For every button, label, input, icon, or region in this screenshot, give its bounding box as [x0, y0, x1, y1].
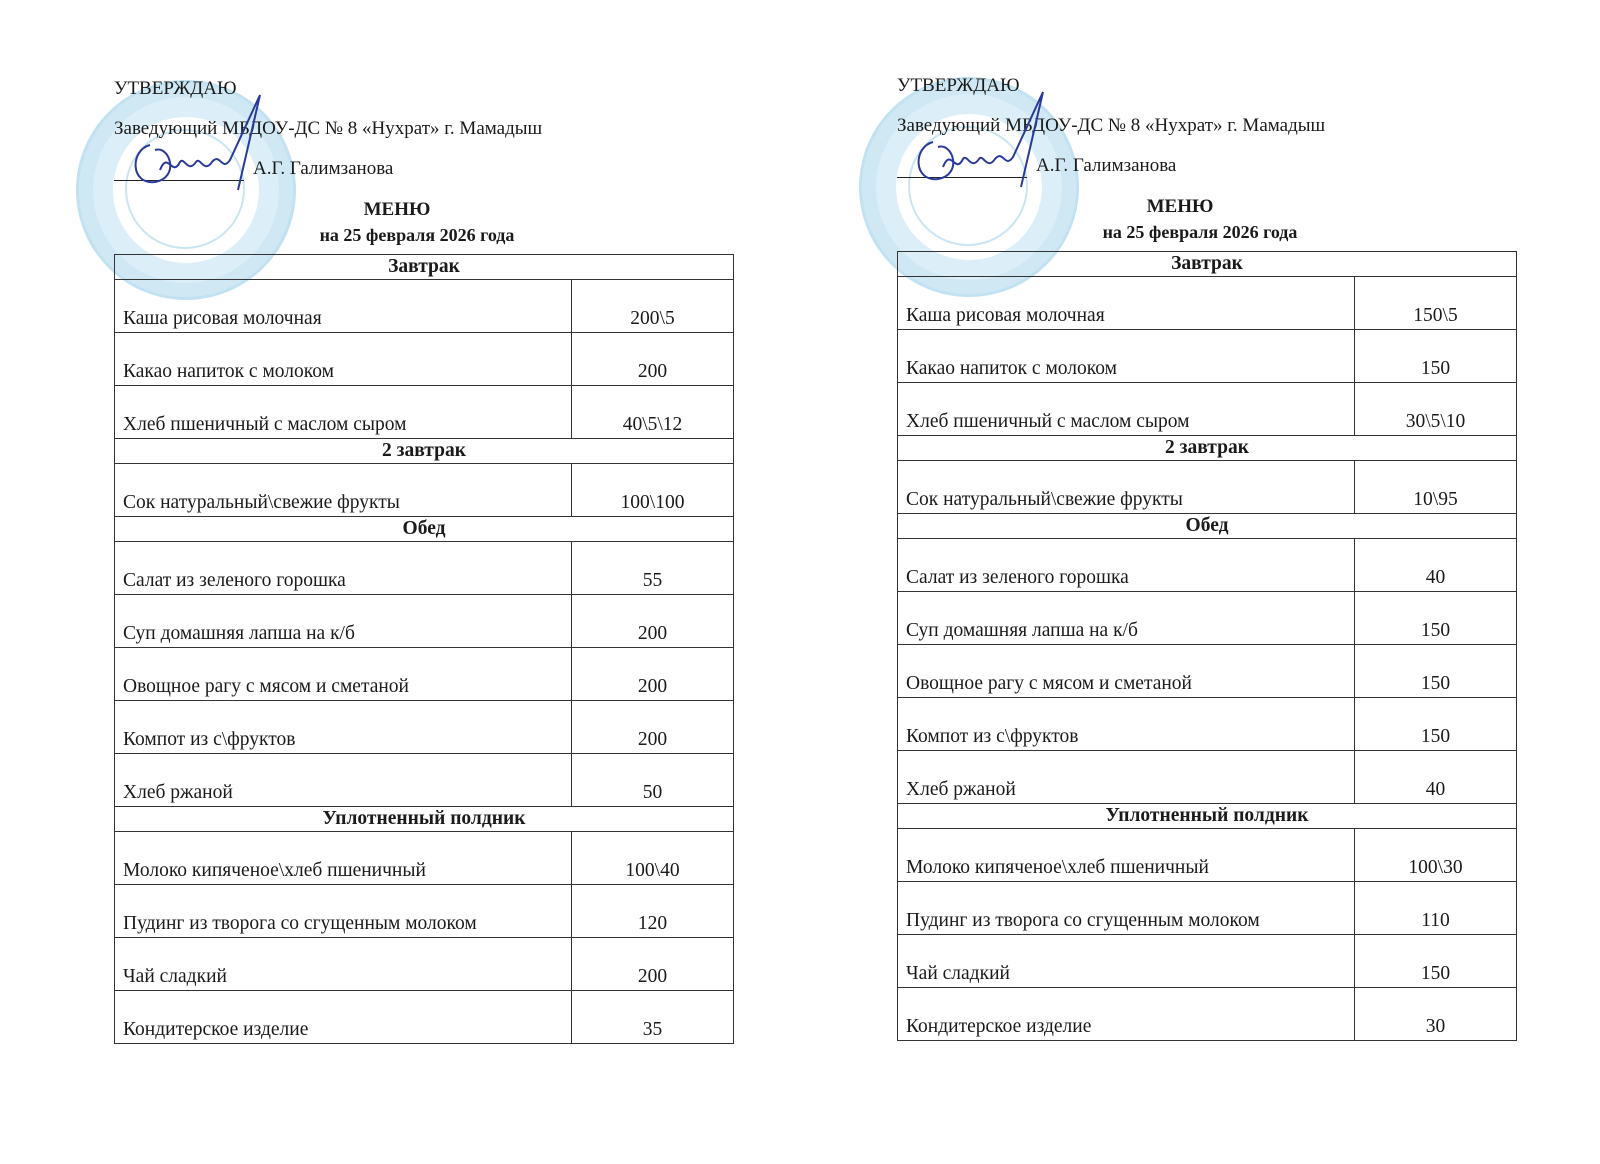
portion-weight: 40 [1355, 539, 1517, 592]
table-row [898, 592, 1517, 645]
portion-weight: 200 [572, 648, 734, 701]
dish-name: Молоко кипяченое\хлеб пшеничный [115, 832, 572, 885]
table-row [898, 698, 1517, 751]
dish-name: Кондитерское изделие [115, 991, 572, 1044]
portion-weight: 55 [572, 542, 734, 595]
table-row [115, 648, 734, 701]
dish-name: Хлеб пшеничный с маслом сыром [115, 386, 572, 439]
table-row [898, 882, 1517, 935]
dish-name: Суп домашняя лапша на к/б [898, 592, 1355, 645]
portion-weight: 110 [1355, 882, 1517, 935]
table-row [115, 595, 734, 648]
portion-weight: 200 [572, 701, 734, 754]
menu-table [114, 254, 734, 1044]
portion-weight: 40\5\12 [572, 386, 734, 439]
table-row [115, 832, 734, 885]
approve-label: УТВЕРЖДАЮ [897, 75, 1020, 96]
table-row [115, 542, 734, 595]
meal-name: Завтрак [115, 255, 734, 280]
signer-name: А.Г. Галимзанова [253, 158, 394, 179]
table-row [115, 885, 734, 938]
dish-name: Компот из с\фруктов [115, 701, 572, 754]
dish-name: Компот из с\фруктов [898, 698, 1355, 751]
dish-name: Какао напиток с молоком [898, 330, 1355, 383]
signature-image [110, 90, 270, 200]
table-row [898, 935, 1517, 988]
dish-name: Каша рисовая молочная [115, 280, 572, 333]
portion-weight: 100\100 [572, 464, 734, 517]
meal-section-header [898, 436, 1517, 461]
signer-name: А.Г. Галимзанова [1036, 155, 1177, 176]
meal-name: 2 завтрак [115, 439, 734, 464]
table-row [115, 754, 734, 807]
table-row [115, 280, 734, 333]
position-label: Заведующий МБДОУ-ДС № 8 «Нухрат» г. Мамадыш [114, 118, 543, 139]
meal-name: Обед [115, 517, 734, 542]
meal-name: Уплотненный полдник [115, 807, 734, 832]
table-row [115, 333, 734, 386]
table-row [898, 988, 1517, 1041]
table-row [898, 277, 1517, 330]
table-row [898, 330, 1517, 383]
dish-name: Овощное рагу с мясом и сметаной [115, 648, 572, 701]
portion-weight: 35 [572, 991, 734, 1044]
dish-name: Какао напиток с молоком [115, 333, 572, 386]
approve-label: УТВЕРЖДАЮ [114, 78, 237, 99]
meal-section-header [115, 807, 734, 832]
portion-weight: 200 [572, 938, 734, 991]
table-row [115, 991, 734, 1044]
table-row [898, 751, 1517, 804]
portion-weight: 10\95 [1355, 461, 1517, 514]
portion-weight: 200 [572, 595, 734, 648]
menu-table [897, 251, 1517, 1041]
portion-weight: 50 [572, 754, 734, 807]
portion-weight: 150 [1355, 592, 1517, 645]
dish-name: Чай сладкий [898, 935, 1355, 988]
menu-page-right [783, 0, 1583, 1161]
position-label: Заведующий МБДОУ-ДС № 8 «Нухрат» г. Мамадыш [897, 115, 1326, 136]
meal-name: Завтрак [898, 252, 1517, 277]
portion-weight: 150 [1355, 645, 1517, 698]
meal-name: 2 завтрак [898, 436, 1517, 461]
portion-weight: 200\5 [572, 280, 734, 333]
table-row [898, 829, 1517, 882]
portion-weight: 150\5 [1355, 277, 1517, 330]
portion-weight: 100\40 [572, 832, 734, 885]
portion-weight: 30\5\10 [1355, 383, 1517, 436]
portion-weight: 150 [1355, 935, 1517, 988]
table-row [115, 386, 734, 439]
table-row [898, 461, 1517, 514]
portion-weight: 120 [572, 885, 734, 938]
dish-name: Хлеб ржаной [115, 754, 572, 807]
dish-name: Сок натуральный\свежие фрукты [115, 464, 572, 517]
menu-title: МЕНЮ [1146, 196, 1214, 217]
portion-weight: 150 [1355, 698, 1517, 751]
portion-weight: 40 [1355, 751, 1517, 804]
table-row [115, 701, 734, 754]
dish-name: Овощное рагу с мясом и сметаной [898, 645, 1355, 698]
table-row [115, 464, 734, 517]
table-row [898, 383, 1517, 436]
dish-name: Пудинг из творога со сгущенным молоком [898, 882, 1355, 935]
dish-name: Кондитерское изделие [898, 988, 1355, 1041]
dish-name: Пудинг из творога со сгущенным молоком [115, 885, 572, 938]
dish-name: Хлеб ржаной [898, 751, 1355, 804]
table-row [898, 539, 1517, 592]
dish-name: Чай сладкий [115, 938, 572, 991]
menu-date: на 25 февраля 2026 года [1102, 222, 1298, 242]
menu-date: на 25 февраля 2026 года [319, 225, 515, 245]
meal-section-header [115, 255, 734, 280]
meal-section-header [898, 804, 1517, 829]
table-row [898, 645, 1517, 698]
meal-section-header [115, 517, 734, 542]
meal-name: Уплотненный полдник [898, 804, 1517, 829]
meal-section-header [115, 439, 734, 464]
dish-name: Салат из зеленого горошка [115, 542, 572, 595]
meal-section-header [898, 252, 1517, 277]
dish-name: Молоко кипяченое\хлеб пшеничный [898, 829, 1355, 882]
meal-name: Обед [898, 514, 1517, 539]
dish-name: Суп домашняя лапша на к/б [115, 595, 572, 648]
dish-name: Салат из зеленого горошка [898, 539, 1355, 592]
menu-title: МЕНЮ [363, 199, 431, 220]
signature-image [893, 87, 1053, 197]
portion-weight: 100\30 [1355, 829, 1517, 882]
dish-name: Хлеб пшеничный с маслом сыром [898, 383, 1355, 436]
portion-weight: 30 [1355, 988, 1517, 1041]
table-row [115, 938, 734, 991]
portion-weight: 200 [572, 333, 734, 386]
dish-name: Сок натуральный\свежие фрукты [898, 461, 1355, 514]
portion-weight: 150 [1355, 330, 1517, 383]
dish-name: Каша рисовая молочная [898, 277, 1355, 330]
meal-section-header [898, 514, 1517, 539]
